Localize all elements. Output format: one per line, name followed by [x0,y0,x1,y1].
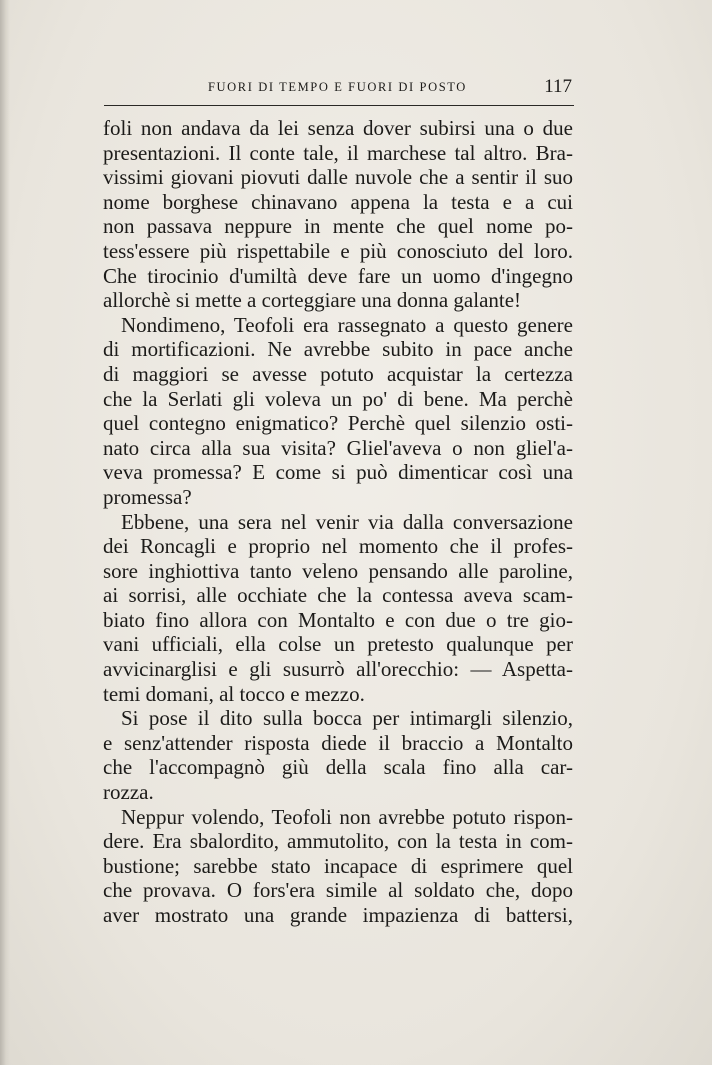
text-line: biato fino allora con Montalto e con due o tre gio- [103,607,573,632]
text-line: dere. Era sbalordito, ammutolito, con la testa in com- [103,829,573,854]
text-line: presentazioni. Il conte tale, il marchese tal altro. Bra- [103,140,573,165]
text-line: rozza. [103,780,154,805]
text-line: avvicinarglisi e gli susurrò all'orecchio: — Aspetta- [103,657,573,682]
text-line: ai sorrisi, alle occhiate che la contessa aveva scam- [103,583,573,608]
text-line: temi domani, al tocco e mezzo. [103,681,365,706]
page-header [104,76,576,102]
text-line: di mortificazioni. Ne avrebbe subito in pace anche [103,337,573,362]
text-line: e senz'attender risposta diede il braccio a Montalto [103,730,573,755]
page-binding-shadow [0,0,10,1065]
text-line: vani ufficiali, ella colse un pretesto qualunque per [103,632,573,657]
text-line: Che tirocinio d'umiltà deve fare un uomo d'ingegno [103,263,573,288]
text-line: Si pose il dito sulla bocca per intimargli silenzio, [121,706,573,731]
text-line: allorchè si mette a corteggiare una donna galante! [103,288,522,313]
header-rule [104,105,574,106]
text-line: di maggiori se avesse potuto acquistar la certezza [103,361,573,386]
text-line: che provava. O fors'era simile al soldato che, dopo [103,878,573,903]
text-line: Nondimeno, Teofoli era rassegnato a questo genere [121,312,573,337]
text-line: che l'accompagnò giù della scala fino alla car- [103,755,573,780]
text-line: Ebbene, una sera nel venir via dalla conversazione [121,509,573,534]
text-line: tess'essere più rispettabile e più conosciuto del loro. [103,238,573,263]
page-number: 117 [544,76,572,97]
text-line: dei Roncagli e proprio nel momento che il profes- [103,534,573,559]
text-line: nome borghese chinavano appena la testa e a cui [103,189,573,214]
text-line: foli non andava da lei senza dover subirsi una o due [103,116,573,140]
text-line: sore inghiottiva tanto veleno pensando alle paroline, [103,558,573,583]
text-line: veva promessa? E come si può dimenticar così una [103,460,573,485]
text-line: Neppur volendo, Teofoli non avrebbe potuto rispon- [121,804,573,829]
text-line: aver mostrato una grande impazienza di battersi, [103,903,573,927]
text-line: vissimi giovani piovuti dalle nuvole che a sentir il suo [103,165,573,190]
running-title: FUORI DI TEMPO E FUORI DI POSTO [208,80,467,94]
body-text [103,116,573,928]
text-line: che la Serlati gli voleva un po' di bene. Ma perchè [103,386,573,411]
text-line: non passava neppure in mente che quel nome po- [103,214,573,239]
text-line: nato circa alla sua visita? Gliel'aveva o non gliel'a- [103,435,573,460]
text-line: promessa? [103,484,192,509]
text-line: quel contegno enigmatico? Perchè quel silenzio osti- [103,411,573,436]
text-line: bustione; sarebbe stato incapace di esprimere quel [103,853,573,878]
